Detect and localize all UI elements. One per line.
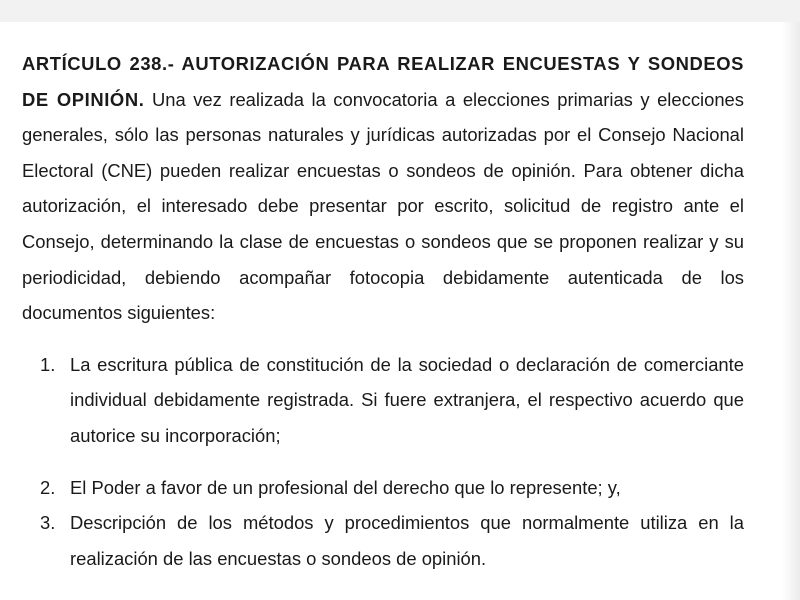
list-item-text: La escritura pública de constitución de la sociedad o declaración de comerciante individual debidamente registrada. Si fuere extranjera, el respectivo acuerdo que autorice su incorporación; <box>70 353 744 446</box>
top-margin-band <box>0 0 800 22</box>
list-item-text: Descripción de los métodos y procedimientos que normalmente utiliza en la realización de las encuestas o sondeos de opinión. <box>70 512 744 569</box>
requirements-list <box>22 347 744 577</box>
legal-document <box>22 46 744 576</box>
list-item-number: 2. <box>40 476 56 498</box>
article-heading: ARTÍCULO 238.- AUTORIZACIÓN PARA REALIZAR ENCUESTAS Y SONDEOS DE OPINIÓN. <box>22 53 744 110</box>
list-item <box>22 470 744 506</box>
list-item-number: 3. <box>40 512 56 534</box>
article-body: Una vez realizada la convocatoria a elecciones primarias y elecciones generales, sólo las personas naturales y jurídicas autorizadas por el Consejo Nacional Electoral (CNE) pueden realizar encuestas o sondeos de opinión. Para obtener dicha autorización, el interesado debe presentar por escrito, solicitud de registro ante el Consejo, determinando la clase de encuestas o sondeos que se proponen realizar y su periodicidad, debiendo acompañar fotocopia debidamente autenticada de los documentos siguientes: <box>22 88 744 324</box>
right-edge-shadow <box>782 22 800 600</box>
article-paragraph <box>22 46 744 331</box>
list-item-number: 1. <box>40 353 56 375</box>
list-item-text: El Poder a favor de un profesional del derecho que lo represente; y, <box>70 476 621 498</box>
list-item <box>22 347 744 454</box>
list-item <box>22 505 744 576</box>
